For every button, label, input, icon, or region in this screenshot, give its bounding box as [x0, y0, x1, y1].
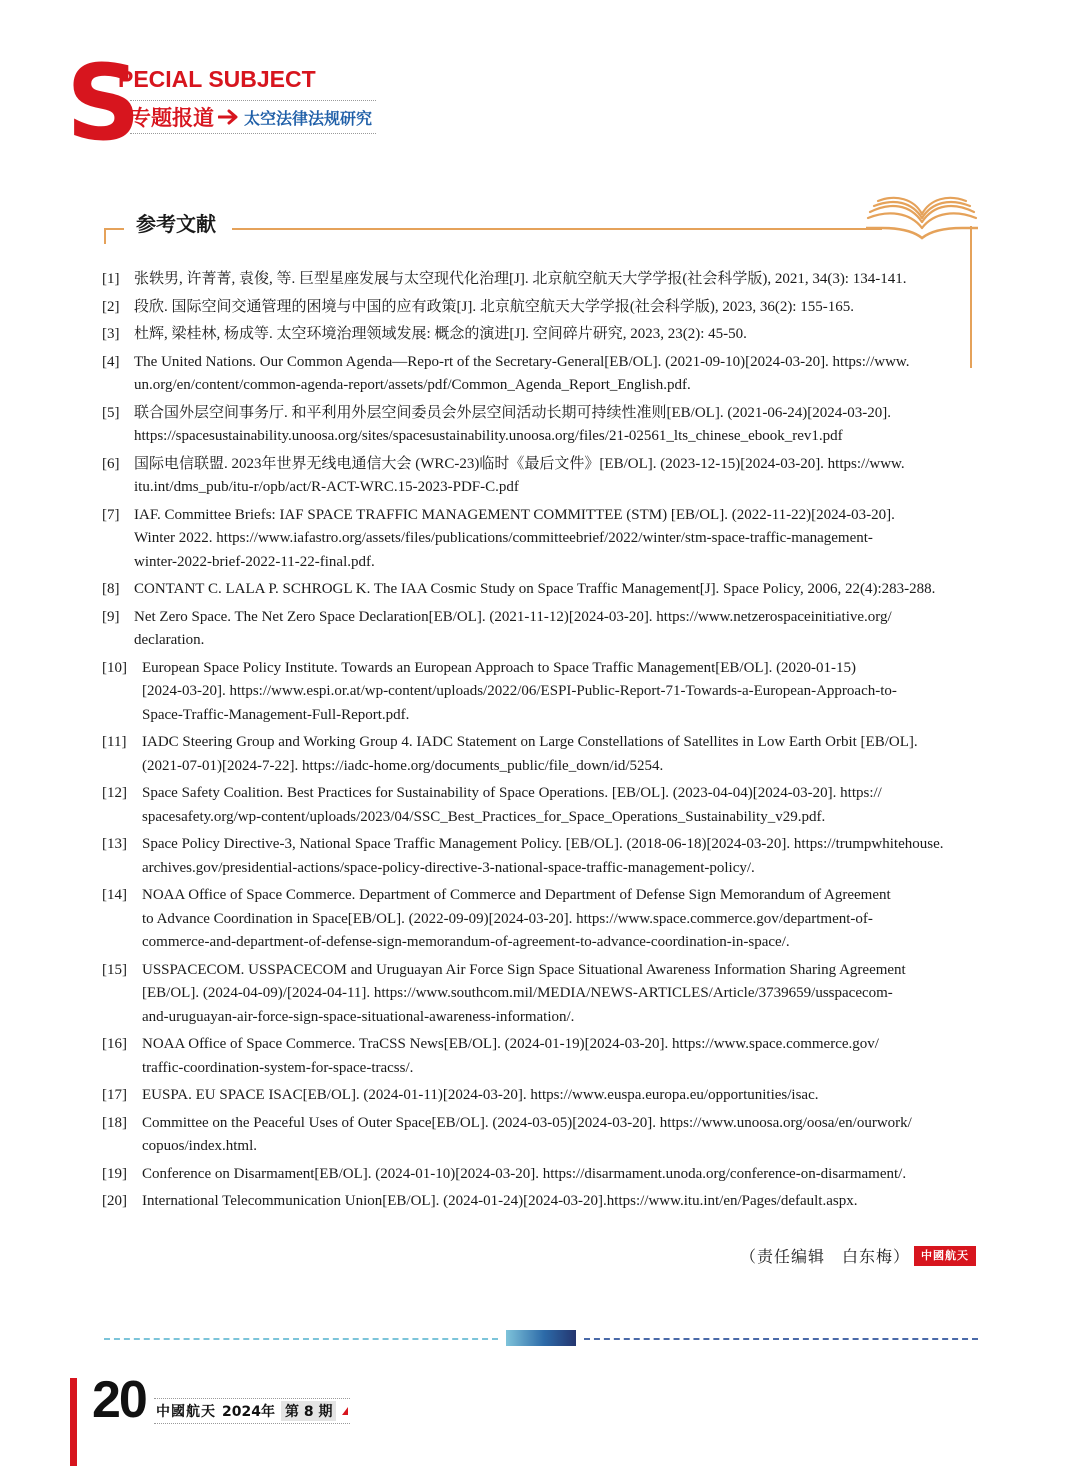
reference-text-line: and-uruguayan-air-force-sign-space-situational-awareness-information/.	[142, 1008, 575, 1025]
reference-number: [20]	[102, 1193, 127, 1209]
reference-number: [2]	[102, 298, 120, 315]
reference-text-line: NOAA Office of Space Commerce. Department of Commerce and Department of Defense Sign Memorandum of Agreement	[142, 887, 891, 903]
reference-text-line: https://spacesustainability.unoosa.org/sites/spacesustainability.unoosa.org/files/21-02561_lts_chinese_ebook_rev1.pdf	[134, 428, 843, 444]
reference-number: [10]	[102, 659, 127, 676]
reference-text-line: Space Safety Coalition. Best Practices for Sustainability of Space Operations. [EB/OL]. (2023-04-04)[2024-03-20]. https://	[142, 785, 882, 801]
reference-text-line: NOAA Office of Space Commerce. TraCSS News[EB/OL]. (2024-01-19)[2024-03-20]. https://www.space.commerce.gov/	[142, 1036, 879, 1052]
reference-text-line: USSPACECOM. USSPACECOM and Uruguayan Air Force Sign Space Situational Awareness Information Sharing Agreement	[142, 961, 906, 978]
special-subject-title: PECIAL SUBJECT	[118, 66, 316, 92]
reference-text-line: 国际电信联盟. 2023年世界无线电通信大会 (WRC-23)临时《最后文件》[EB/OL]. (2023-12-15)[2024-03-20]. https://www.	[134, 455, 905, 472]
reference-text-line: winter-2022-brief-2022-11-22-final.pdf.	[134, 553, 375, 570]
reference-text-line: Space-Traffic-Management-Full-Report.pdf.	[142, 706, 410, 723]
reference-text-line: 张轶男, 许菁菁, 袁俊, 等. 巨型星座发展与太空现代化治理[J]. 北京航空航天大学学报(社会科学版), 2021, 34(3): 134-141.	[134, 271, 907, 287]
issue-number: 第 8 期	[281, 1401, 337, 1421]
reference-text-line: Winter 2022. https://www.iafastro.org/assets/files/publications/committeebrief/2022/winter/stm-space-traffic-management-	[134, 530, 873, 546]
reference-text-line: un.org/en/content/common-agenda-report/assets/pdf/Common_Agenda_Report_English.pdf.	[134, 377, 691, 393]
reference-number: [1]	[102, 271, 120, 287]
reference-text-line: spacesafety.org/wp-content/uploads/2023/04/SSC_Best_Practices_for_Space_Operations_Sustainability_v29.pdf.	[142, 808, 826, 825]
reference-text-line: [EB/OL]. (2024-04-09)/[2024-04-11]. https://www.southcom.mil/MEDIA/NEWS-ARTICLES/Article/3739659/usspacecom-	[142, 985, 893, 1001]
reference-number: [19]	[102, 1165, 127, 1182]
reference-number: [15]	[102, 961, 127, 978]
reference-number: [13]	[102, 836, 127, 852]
section-name: 专题报道	[130, 106, 214, 130]
magazine-logo: 中國航天	[914, 1246, 976, 1266]
reference-text-line: to Advance Coordination in Space[EB/OL]. (2022-09-09)[2024-03-20]. https://www.space.commerce.gov/department-of-	[142, 910, 873, 927]
open-book-icon	[866, 194, 978, 244]
reference-number: [14]	[102, 887, 127, 903]
reference-number: [12]	[102, 785, 127, 801]
reference-text-line: Space Policy Directive-3, National Space Traffic Management Policy. [EB/OL]. (2018-06-18)[2024-03-20]. https://trumpwhitehouse.	[142, 836, 944, 852]
reference-text-line: 杜辉, 梁桂林, 杨成等. 太空环境治理领域发展: 概念的演进[J]. 空间碎片研究, 2023, 23(2): 45-50.	[134, 326, 747, 342]
page-number: 20	[92, 1371, 146, 1429]
reference-number: [7]	[102, 506, 120, 523]
footer-gradient-block	[506, 1330, 576, 1346]
reference-text-line: IADC Steering Group and Working Group 4. IADC Statement on Large Constellations of Satellites in Low Earth Orbit [EB/OL].	[142, 734, 918, 750]
issue-info	[154, 1398, 350, 1424]
frame-left	[104, 228, 106, 244]
reference-text-line: 段欣. 国际空间交通管理的困境与中国的应有政策[J]. 北京航空航天大学学报(社会科学版), 2023, 36(2): 155-165.	[134, 298, 854, 315]
reference-text-line: copuos/index.html.	[142, 1138, 257, 1154]
magazine-name: 中國航天	[156, 1404, 216, 1420]
reference-text-line: [2024-03-20]. https://www.espi.or.at/wp-content/uploads/2022/06/ESPI-Public-Report-71-Towards-a-European-Approach-to-	[142, 683, 897, 699]
reference-number: [18]	[102, 1114, 127, 1131]
reference-text-line: CONTANT C. LALA P. SCHROGL K. The IAA Cosmic Study on Space Traffic Management[J]. Space Policy, 2006, 22(4):283-288.	[134, 581, 936, 597]
reference-number: [4]	[102, 353, 120, 370]
reference-text-line: International Telecommunication Union[EB/OL]. (2024-01-24)[2024-03-20].https://www.itu.int/en/Pages/default.aspx.	[142, 1193, 858, 1209]
reference-text-line: 联合国外层空间事务厅. 和平利用外层空间委员会外层空间活动长期可持续性准则[EB/OL]. (2021-06-24)[2024-03-20].	[134, 404, 892, 421]
reference-text-line: commerce-and-department-of-defense-sign-memorandum-of-agreement-to-advance-coordination-in-space/.	[142, 934, 790, 950]
reference-number: [11]	[102, 734, 127, 750]
reference-text-line: EUSPA. EU SPACE ISAC[EB/OL]. (2024-01-11)[2024-03-20]. https://www.euspa.europa.eu/opportunities/isac.	[142, 1087, 819, 1103]
issue-year: 2024年	[222, 1404, 275, 1420]
reference-number: [8]	[102, 581, 120, 597]
special-logo-s: S	[66, 42, 141, 164]
responsible-editor: （责任编辑 白东梅）	[740, 1247, 911, 1266]
frame-top-left	[104, 228, 124, 230]
arrow-right-icon	[218, 109, 240, 125]
footer-divider-left	[104, 1338, 498, 1340]
references-heading: 参考文献	[136, 212, 216, 236]
reference-number: [17]	[102, 1087, 127, 1103]
reference-text-line: The United Nations. Our Common Agenda—Repo-rt of the Secretary-General[EB/OL]. (2021-09-10)[2024-03-20]. https://www.	[134, 353, 910, 370]
subsection-name: 太空法律法规研究	[244, 108, 373, 128]
footer-divider-right	[584, 1338, 978, 1340]
reference-text-line: archives.gov/presidential-actions/space-policy-directive-3-national-space-traffic-management-policy/.	[142, 859, 755, 876]
corner-mark	[342, 1407, 348, 1415]
reference-number: [3]	[102, 326, 120, 342]
reference-text-line: European Space Policy Institute. Towards an European Approach to Space Traffic Management[EB/OL]. (2020-01-15)	[142, 659, 857, 676]
reference-number: [9]	[102, 608, 120, 625]
frame-top	[232, 228, 882, 230]
reference-text-line: IAF. Committee Briefs: IAF SPACE TRAFFIC MANAGEMENT COMMITTEE (STM) [EB/OL]. (2022-11-22)[2024-03-20].	[134, 506, 895, 523]
reference-text-line: Committee on the Peaceful Uses of Outer Space[EB/OL]. (2024-03-05)[2024-03-20]. https://www.unoosa.org/oosa/en/ourwork/	[142, 1114, 912, 1131]
reference-text-line: traffic-coordination-system-for-space-tracss/.	[142, 1059, 414, 1076]
reference-text-line: Conference on Disarmament[EB/OL]. (2024-01-10)[2024-03-20]. https://disarmament.unoda.org/conference-on-disarmament/.	[142, 1165, 907, 1182]
reference-text-line: itu.int/dms_pub/itu-r/opb/act/R-ACT-WRC.15-2023-PDF-C.pdf	[134, 479, 519, 495]
reference-number: [5]	[102, 404, 120, 421]
reference-text-line: declaration.	[134, 632, 205, 648]
reference-text-line: (2021-07-01)[2024-7-22]. https://iadc-home.org/documents_public/file_down/id/5254.	[142, 757, 664, 774]
section-breadcrumb	[130, 100, 376, 134]
page-accent-bar	[70, 1378, 77, 1466]
reference-number: [16]	[102, 1036, 127, 1052]
reference-text-line: Net Zero Space. The Net Zero Space Declaration[EB/OL]. (2021-11-12)[2024-03-20]. https://www.netzerospaceinitiative.org/	[134, 608, 892, 625]
reference-number: [6]	[102, 455, 120, 472]
